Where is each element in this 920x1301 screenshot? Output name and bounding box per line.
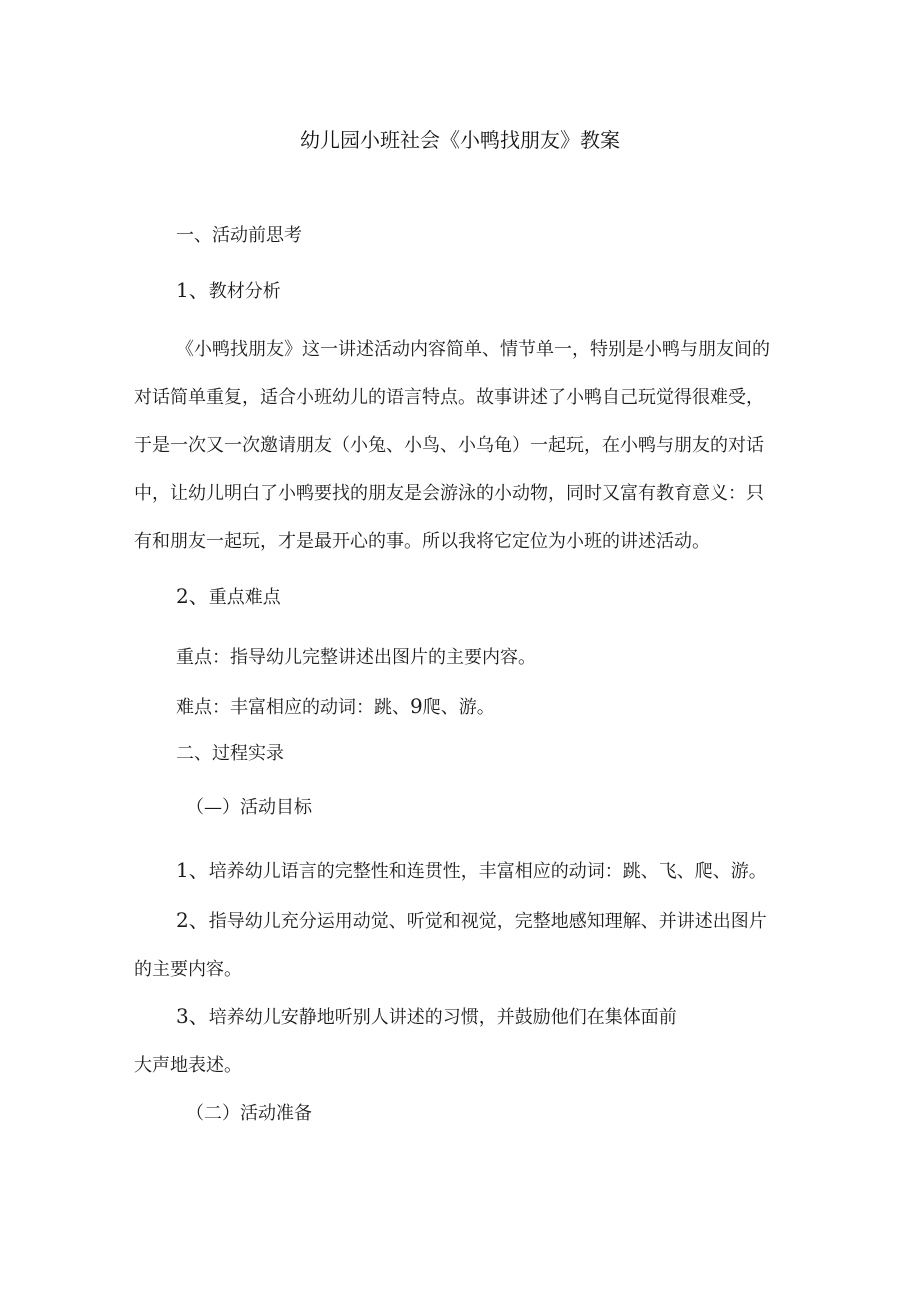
- goal-item: [176, 908, 767, 934]
- difficulty-text-end: 爬、游。: [422, 697, 495, 718]
- goal-text: 指导幼儿充分运用动觉、听觉和视觉，完整地感知理解、并讲述出图片: [208, 911, 767, 932]
- goal-text: 培养幼儿语言的完整性和连贯性，丰富相应的动词：跳、飞、爬、游。: [208, 861, 767, 882]
- subheading-text: 重点难点: [208, 587, 281, 608]
- goal-item: [176, 1004, 677, 1030]
- subheading-number: 1、: [176, 278, 209, 302]
- subheading-number: 2、: [176, 584, 209, 608]
- section-dash: —: [204, 797, 222, 818]
- difficulty-number: 9: [410, 694, 423, 718]
- subheading-key-difficult-points: [176, 584, 281, 610]
- paragraph-line: 对话简单重复，适合小班幼儿的语言特点。故事讲述了小鸭自己玩觉得很难受，: [134, 387, 764, 408]
- paragraph-line: 中，让幼儿明白了小鸭要找的朋友是会游泳的小动物，同时又富有教育意义：只: [134, 483, 764, 504]
- subheading-material-analysis: [176, 278, 281, 304]
- paragraph-line: 《小鸭找朋友》这一讲述活动内容简单、情节单一，特别是小鸭与朋友间的: [176, 339, 770, 360]
- goal-number: 1、: [176, 858, 209, 882]
- difficulty-line: [176, 694, 495, 720]
- paragraph-line: 于是一次又一次邀请朋友（小兔、小鸟、小乌龟）一起玩，在小鸭与朋友的对话: [134, 435, 764, 456]
- subsection-activity-preparation: （二）活动准备: [186, 1103, 312, 1124]
- section-heading-1: 一、活动前思考: [176, 225, 302, 246]
- difficulty-text: 难点：丰富相应的动词：跳、: [176, 697, 410, 718]
- goal-text-continued: 大声地表述。: [134, 1055, 242, 1076]
- goal-text-continued: 的主要内容。: [134, 959, 242, 980]
- section-heading-2: 二、过程实录: [176, 743, 284, 764]
- document-title: 幼儿园小班社会《小鸭找朋友》教案: [300, 128, 620, 152]
- subheading-text: 教材分析: [208, 281, 281, 302]
- subsection-text: ）活动目标: [222, 797, 312, 818]
- goal-text: 培养幼儿安静地听别人讲述的习惯，并鼓励他们在集体面前: [208, 1007, 677, 1028]
- goal-number: 3、: [176, 1004, 209, 1028]
- key-point-line: 重点：指导幼儿完整讲述出图片的主要内容。: [176, 647, 536, 668]
- paragraph-line: 有和朋友一起玩，才是最开心的事。所以我将它定位为小班的讲述活动。: [134, 531, 710, 552]
- paren-open: （: [186, 797, 204, 818]
- goal-number: 2、: [176, 908, 209, 932]
- goal-item: [176, 858, 767, 884]
- subsection-activity-goals: [186, 796, 312, 820]
